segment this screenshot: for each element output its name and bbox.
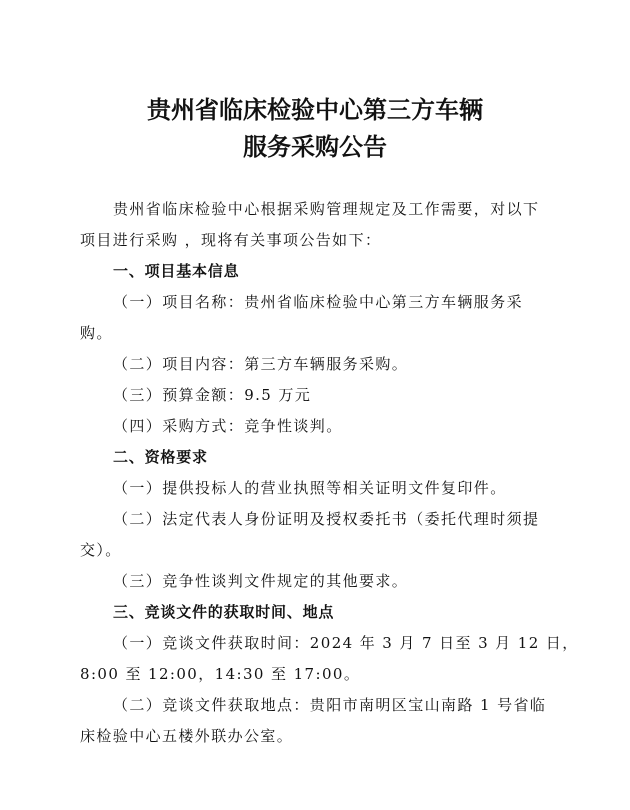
section-1-item-1-line-1: （一）项目名称：贵州省临床检验中心第三方车辆服务采: [113, 293, 524, 311]
intro-paragraph-line-1: 贵州省临床检验中心根据采购管理规定及工作需要，对以下: [113, 200, 540, 218]
document-title-line-2: 服务采购公告: [243, 133, 387, 161]
section-2-item-1: （一）提供投标人的营业执照等相关证明文件复印件。: [113, 479, 507, 497]
section-1-item-2: （二）项目内容：第三方车辆服务采购。: [113, 355, 409, 373]
section-1-item-4: （四）采购方式：竞争性谈判。: [113, 417, 343, 435]
section-2-item-2-line-1: （二）法定代表人身份证明及授权委托书（委托代理时须提: [113, 510, 540, 528]
document-title-line-1: 贵州省临床检验中心第三方车辆: [147, 96, 483, 124]
section-2-heading: 二、资格要求: [113, 448, 208, 466]
section-1-item-3: （三）预算金额：9.5 万元: [113, 386, 312, 404]
section-2-item-2-line-2: 交）。: [80, 541, 122, 559]
section-3-heading: 三、竞谈文件的获取时间、地点: [113, 603, 335, 621]
section-1-heading: 一、项目基本信息: [113, 262, 240, 280]
section-3-item-1-line-1: （一）竞谈文件获取时间：2024 年 3 月 7 日至 3 月 12 日，: [113, 634, 579, 652]
intro-paragraph-line-2: 项目进行采购 ，现将有关事项公告如下：: [80, 231, 382, 249]
section-1-item-1-line-2: 购。: [80, 324, 113, 342]
section-2-item-3: （三）竞争性谈判文件规定的其他要求。: [113, 572, 409, 590]
section-3-item-2-line-2: 床检验中心五楼外联办公室。: [80, 727, 294, 745]
section-3-item-2-line-1: （二）竞谈文件获取地点：贵阳市南明区宝山南路 1 号省临: [113, 696, 547, 714]
section-3-item-1-line-2: 8:00 至 12:00，14:30 至 17:00。: [80, 665, 361, 683]
